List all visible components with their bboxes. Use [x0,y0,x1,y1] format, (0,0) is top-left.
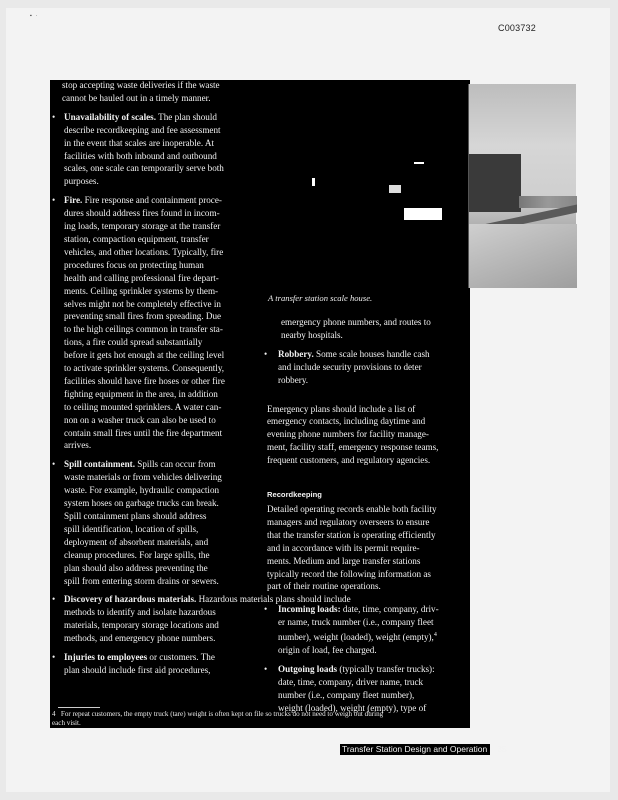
text-line: cannot be hauled out in a timely manner. [62,92,211,103]
photo-artifact [312,178,315,186]
text-line: emergency contacts, including daytime and [267,416,426,427]
bullet-text: Some scale houses handle cash [316,348,430,359]
bullet-icon: • [52,195,56,206]
bullet-icon: • [264,348,268,359]
photo-building [469,154,521,212]
text-line: emergency phone numbers, and routes to [281,317,431,327]
bullet-title: Outgoing loads [278,663,338,674]
text-line: nearby hospitals. [281,329,343,340]
bullet-title: Injuries to employees [64,652,148,663]
text-line: Detailed operating records enable both facility [267,503,437,514]
text-line [64,194,248,207]
text-line: ments. Ceiling sprinkler systems by them- [64,285,219,296]
section-heading: Recordkeeping [267,490,322,500]
text-line: ing loads, temporary storage at the transfer [64,221,221,232]
photo-artifact [414,162,424,164]
text-line: robbery. [278,374,309,385]
text-line: purposes. [64,176,99,187]
text-line [64,593,351,606]
bullet-title: Discovery of hazardous materials. [64,594,197,605]
text-line [64,651,248,664]
text-line: facilities with both inbound and outbound [64,150,217,161]
text-line: frequent customers, and regulatory agencies. [267,455,431,466]
text-line: contain small fires until the fire department [64,427,223,438]
text-line: tions, a fire could spread substantially [64,337,203,348]
text-line: date, time, company, driver name, truck [278,676,424,687]
recordkeeping-paragraph [267,503,467,593]
footnote [52,710,383,728]
text-line [278,663,464,676]
text-line: materials, temporary storage locations and [64,620,219,631]
text-line [64,458,248,471]
text-line [278,603,464,616]
text-line: er name, truck number (i.e., company fleet [278,617,434,628]
footnote-marker: 4 [52,710,56,718]
text-line: managers and regulatory overseers to ensure [267,516,430,527]
text-line: that the transfer station is operating efficiently [267,529,436,540]
page-footer [342,744,507,755]
bullet-title: Fire. [64,195,83,206]
text-line: in the event that scales are inoperable. At [64,137,214,148]
text-line: methods, and emergency phone numbers. [64,633,216,644]
text-line: health and calling professional fire depart- [64,272,219,283]
footnote-rule [58,707,100,708]
bullet-text: number), weight (loaded), weight (empty), [278,632,434,643]
text-line: spill identification, location of spills, [64,523,199,534]
bullet-icon: • [264,663,268,674]
bullet-title: Unavailability of scales. [64,111,157,122]
bullet-text: Spills can occur from [137,459,216,470]
text-line: Spill containment plans should address [64,511,207,521]
text-line: stop accepting waste deliveries if the waste [62,80,220,90]
bullet-text: Fire response and containment proce- [84,195,222,206]
bullet-title: Robbery. [278,348,314,359]
footnote-line: For repeat customers, the empty truck (tare) weight is often kept on file so trucks do not need to weigh out during [60,710,384,718]
scan-specks: ▪ · [30,14,38,19]
text-line: cleanup procedures. For large spills, the [64,549,210,560]
photo-road [469,224,577,288]
bullet-icon: • [52,594,56,605]
bullet-text: or customers. The [149,652,215,663]
bullet-icon: • [52,111,56,122]
footer-title: Transfer Station Design and Operation [342,744,488,754]
text-line: origin of load, fee charged. [278,645,377,656]
text-line: procedures focus on protecting human [64,259,204,270]
bullet-icon: • [52,459,56,470]
text-line: deployment of absorbent materials, and [64,536,209,547]
text-line: number (i.e., company fleet number), [278,689,415,700]
text-line: ment, facility staff, emergency response teams, [267,442,439,453]
document-id: C003732 [498,23,536,33]
text-line: scales, one scale can temporarily serve both [64,163,224,174]
bullet-item [52,458,248,587]
text-line: ments. Medium and large transfer stations [267,555,421,566]
bullet-item [52,111,248,188]
right-column [264,316,467,715]
text-line: non on a washer truck can also be used to [64,414,216,425]
bullet-title: Spill containment. [64,459,135,470]
text-line: selves might not be completely effective in [64,298,221,309]
text-line [278,629,464,644]
text-line: to ceiling mounted sprinklers. A water can- [64,401,222,412]
text-line: Emergency plans should include a list of [267,403,416,414]
photo-artifact [388,184,402,194]
bullet-item [264,663,464,715]
emergency-paragraph [267,403,467,468]
text-line: dures should address fires found in incom- [64,208,220,219]
text-line: weight (loaded), weight (empty), type of [278,702,427,713]
photo-artifact [404,208,442,220]
page-number: 35 [497,744,507,754]
bullet-text: Hazardous materials plans should include [198,594,351,605]
text-line: typically record the following information as [267,568,431,579]
bullet-title: Incoming loads: [278,604,341,615]
bullet-icon: • [52,652,56,663]
bullet-text: (typically transfer trucks): [339,663,435,674]
bullet-item [52,651,248,677]
text-line: plan should include first aid procedures, [64,664,211,675]
text-line: preventing small fires from spreading. Due [64,311,222,322]
bullet-text: The plan should [158,111,217,122]
bullet-item [264,348,464,387]
text-line: to the high ceilings common in transfer sta- [64,324,223,335]
text-line: spill from entering storm drains or sewers. [64,575,219,586]
text-line: system hoses on garbage trucks can break. [64,498,219,509]
text-line: waste. For example, hydraulic compaction [64,485,220,496]
text-line: fighting equipment in the area, in addition [64,388,218,399]
text-line: describe recordkeeping and fee assessment [64,124,221,135]
text-line: and in accordance with its permit require- [267,542,420,553]
text-line: plan should also address preventing the [64,562,208,573]
text-line [278,348,464,361]
bullet-item [264,603,464,657]
text-line [64,111,248,124]
text-line: evening phone numbers for facility manage- [267,429,429,440]
text-line: methods to identify and isolate hazardous [64,607,216,618]
bullet-icon: • [264,604,268,615]
text-line: facilities should have fire hoses or other fire [64,375,225,386]
photo-caption: A transfer station scale house. [268,293,373,303]
text-line: arrives. [64,440,92,451]
bullet-item [52,194,248,452]
footnote-reference: 4 [433,632,437,639]
text-line: vehicles, and other locations. Typically, fire [64,246,224,257]
text-line: station, compaction equipment, transfer [64,233,209,244]
footnote-line: each visit. [52,719,81,727]
bullet-text: date, time, company, driv- [342,604,439,615]
text-line: to activate sprinkler systems. Consequently, [64,363,225,374]
text-line: part of their routine operations. [267,581,381,592]
text-line: waste materials or from vehicles delivering [64,472,222,483]
text-line: and include security provisions to deter [278,361,422,372]
text-line: before it gets hot enough at the ceiling level [64,350,225,361]
scale-house-photo [468,84,576,288]
